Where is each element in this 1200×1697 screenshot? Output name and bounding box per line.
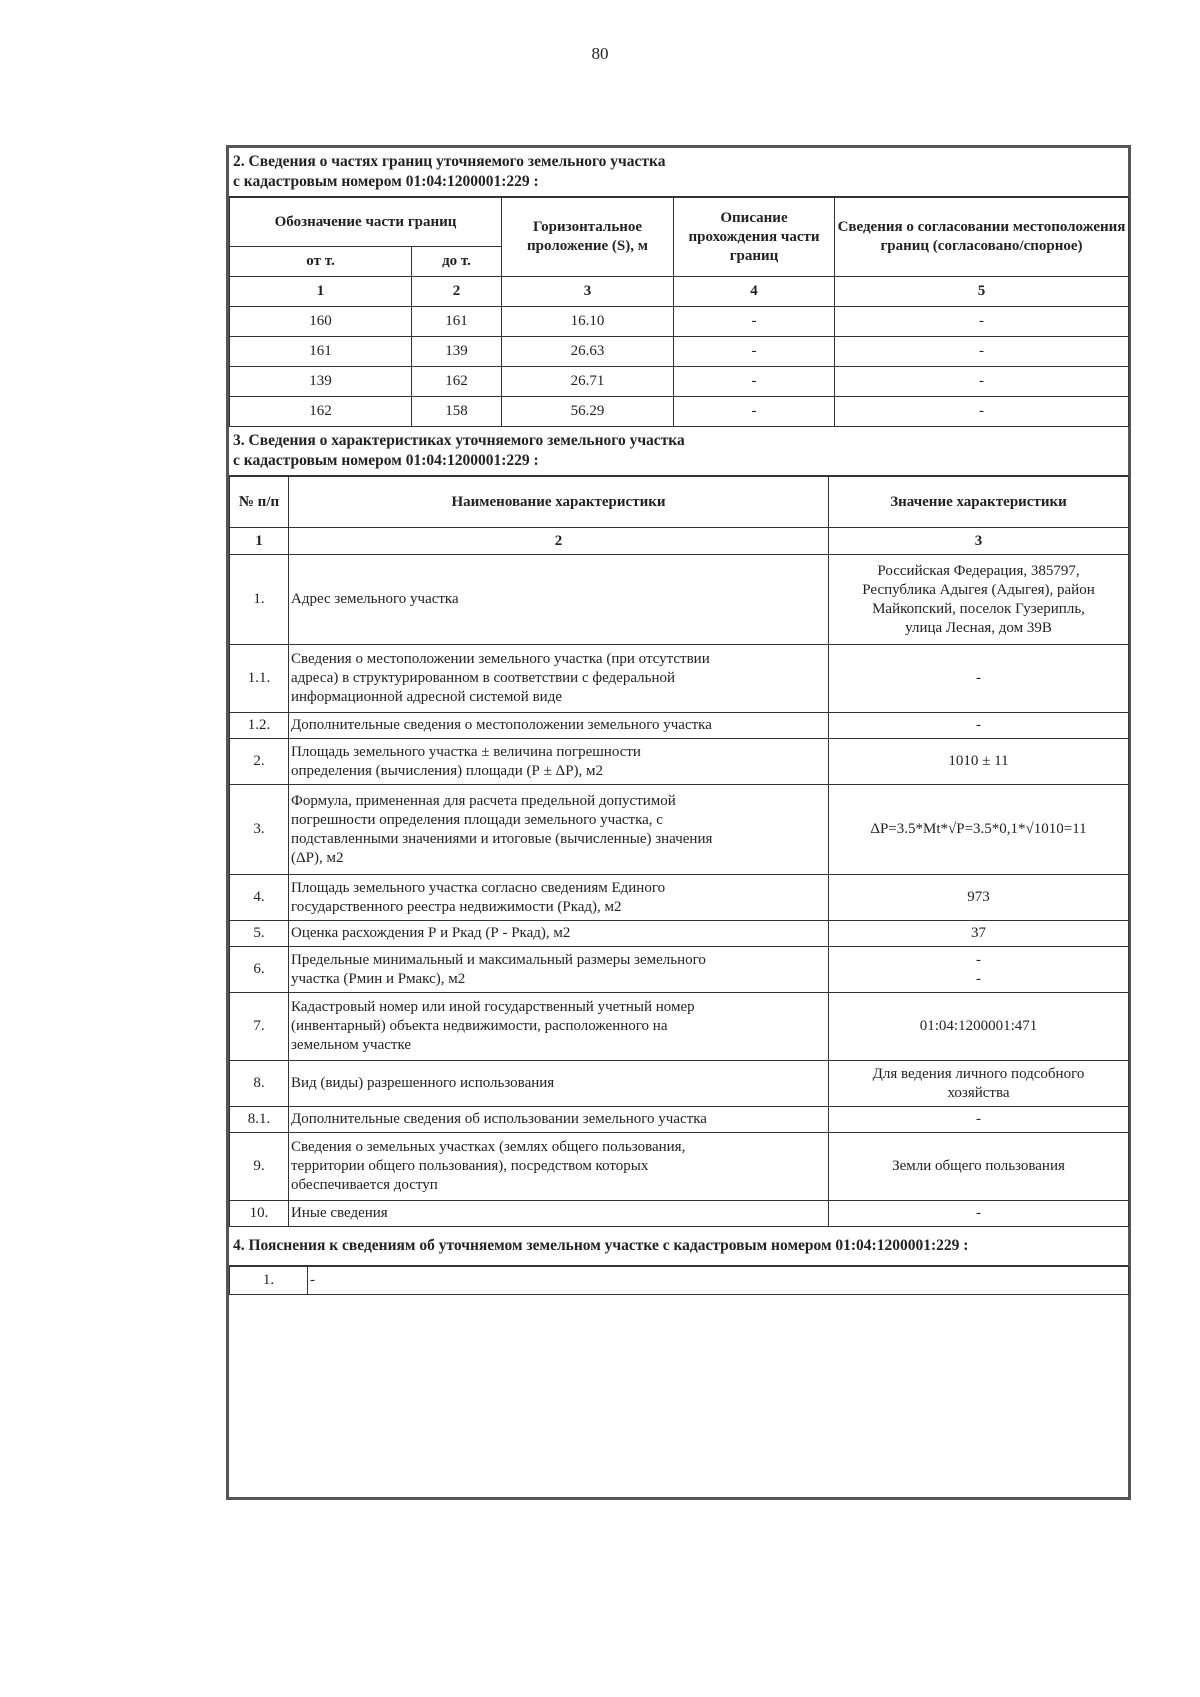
characteristic-value: Земли общего пользования [829, 1133, 1129, 1201]
table-row [230, 947, 1129, 993]
column-number: 2 [289, 528, 829, 555]
characteristic-name: Площадь земельного участка согласно сведениям Единого государственного реестра недвижимости (Ркад), м2 [289, 875, 829, 921]
column-number: 3 [502, 277, 674, 307]
explanations-table [229, 1266, 1129, 1295]
table-row [230, 1267, 1129, 1295]
row-number: 8. [230, 1061, 289, 1107]
column-number: 2 [412, 277, 502, 307]
table-row [230, 739, 1129, 785]
table-row [230, 367, 1129, 397]
characteristic-name: Адрес земельного участка [289, 555, 829, 645]
table-row [230, 397, 1129, 427]
characteristic-name: Вид (виды) разрешенного использования [289, 1061, 829, 1107]
to-point: 158 [412, 397, 502, 427]
to-point: 162 [412, 367, 502, 397]
characteristic-name: Сведения о местоположении земельного участка (при отсутствии адреса) в структурированном в соответствии с федеральной информационной адресной системой виде [289, 645, 829, 713]
section4-title: 4. Пояснения к сведениям об уточняемом земельном участке с кадастровым номером 01:04:1200001:229 : [229, 1227, 1128, 1266]
row-number: 1. [230, 555, 289, 645]
characteristic-name: Предельные минимальный и максимальный размеры земельного участка (Рмин и Рмакс), м2 [289, 947, 829, 993]
row-number: 8.1. [230, 1107, 289, 1133]
description: - [674, 337, 835, 367]
from-point: 160 [230, 307, 412, 337]
characteristics-table [229, 476, 1129, 1227]
table-row [230, 1133, 1129, 1201]
agreement: - [835, 337, 1129, 367]
characteristic-value: - [829, 1107, 1129, 1133]
agreement: - [835, 307, 1129, 337]
column-number: 4 [674, 277, 835, 307]
explanation-text: - [308, 1267, 1129, 1295]
description: - [674, 307, 835, 337]
section3-title: 3. Сведения о характеристиках уточняемого земельного участка с кадастровым номером 01:04:1200001:229 : [229, 427, 1128, 476]
table-row [230, 1107, 1129, 1133]
to-point: 161 [412, 307, 502, 337]
column-number: 5 [835, 277, 1129, 307]
characteristic-value: - - [829, 947, 1129, 993]
horizontal-distance: 16.10 [502, 307, 674, 337]
row-number: 10. [230, 1201, 289, 1227]
characteristic-name: Дополнительные сведения об использовании земельного участка [289, 1107, 829, 1133]
table-row [230, 1201, 1129, 1227]
characteristic-name: Дополнительные сведения о местоположении земельного участка [289, 713, 829, 739]
table-row [230, 1061, 1129, 1107]
row-number: 7. [230, 993, 289, 1061]
horizontal-distance: 56.29 [502, 397, 674, 427]
characteristic-name: Формула, примененная для расчета предельной допустимой погрешности определения площади земельного участка, с подставленными значениями и итоговые (вычисленные) значения (ΔР), м2 [289, 785, 829, 875]
header-horizontal: Горизонтальное проложение (S), м [502, 198, 674, 277]
page-number: 80 [591, 44, 609, 63]
row-number: 9. [230, 1133, 289, 1201]
description: - [674, 367, 835, 397]
characteristic-value: Для ведения личного подсобного хозяйства [829, 1061, 1129, 1107]
header-name: Наименование характеристики [289, 477, 829, 528]
table-row [230, 875, 1129, 921]
header-part-designation: Обозначение части границ [230, 198, 502, 247]
characteristic-value: - [829, 645, 1129, 713]
characteristic-value: - [829, 1201, 1129, 1227]
characteristic-value: 1010 ± 11 [829, 739, 1129, 785]
row-number: 5. [230, 921, 289, 947]
characteristic-value: 01:04:1200001:471 [829, 993, 1129, 1061]
header-from: от т. [230, 247, 412, 277]
column-number: 3 [829, 528, 1129, 555]
table-row [230, 993, 1129, 1061]
table-row [230, 921, 1129, 947]
table-row [230, 785, 1129, 875]
header-value: Значение характеристики [829, 477, 1129, 528]
header-agreement: Сведения о согласовании местоположения границ (согласовано/спорное) [835, 198, 1129, 277]
from-point: 162 [230, 397, 412, 427]
row-number: 1.2. [230, 713, 289, 739]
row-number: 3. [230, 785, 289, 875]
agreement: - [835, 397, 1129, 427]
horizontal-distance: 26.71 [502, 367, 674, 397]
header-description: Описание прохождения части границ [674, 198, 835, 277]
section2-title: 2. Сведения о частях границ уточняемого земельного участка с кадастровым номером 01:04:1200001:229 : [229, 148, 1128, 197]
characteristic-name: Кадастровый номер или иной государственный учетный номер (инвентарный) объекта недвижимости, расположенного на земельном участке [289, 993, 829, 1061]
horizontal-distance: 26.63 [502, 337, 674, 367]
characteristic-name: Площадь земельного участка ± величина погрешности определения (вычисления) площади (Р ± ΔР), м2 [289, 739, 829, 785]
header-to: до т. [412, 247, 502, 277]
table-row [230, 555, 1129, 645]
document-frame [226, 145, 1131, 1500]
table-row [230, 645, 1129, 713]
table-row [230, 713, 1129, 739]
row-number: 1. [230, 1267, 308, 1295]
boundary-parts-table [229, 197, 1129, 427]
characteristic-name: Сведения о земельных участках (землях общего пользования, территории общего пользования), посредством которых обеспечивается доступ [289, 1133, 829, 1201]
table-row [230, 307, 1129, 337]
from-point: 139 [230, 367, 412, 397]
from-point: 161 [230, 337, 412, 367]
row-number: 6. [230, 947, 289, 993]
description: - [674, 397, 835, 427]
agreement: - [835, 367, 1129, 397]
characteristic-value: - [829, 713, 1129, 739]
characteristic-value: 973 [829, 875, 1129, 921]
header-num: № п/п [230, 477, 289, 528]
characteristic-name: Иные сведения [289, 1201, 829, 1227]
row-number: 4. [230, 875, 289, 921]
row-number: 1.1. [230, 645, 289, 713]
table-row [230, 337, 1129, 367]
column-number: 1 [230, 528, 289, 555]
characteristic-value: 37 [829, 921, 1129, 947]
column-number: 1 [230, 277, 412, 307]
characteristic-name: Оценка расхождения Р и Ркад (Р - Ркад), м2 [289, 921, 829, 947]
to-point: 139 [412, 337, 502, 367]
row-number: 2. [230, 739, 289, 785]
characteristic-value: ΔР=3.5*Mt*√Р=3.5*0,1*√1010=11 [829, 785, 1129, 875]
characteristic-value: Российская Федерация, 385797, Республика Адыгея (Адыгея), район Майкопский, поселок Гузерипль, улица Лесная, дом 39В [829, 555, 1129, 645]
